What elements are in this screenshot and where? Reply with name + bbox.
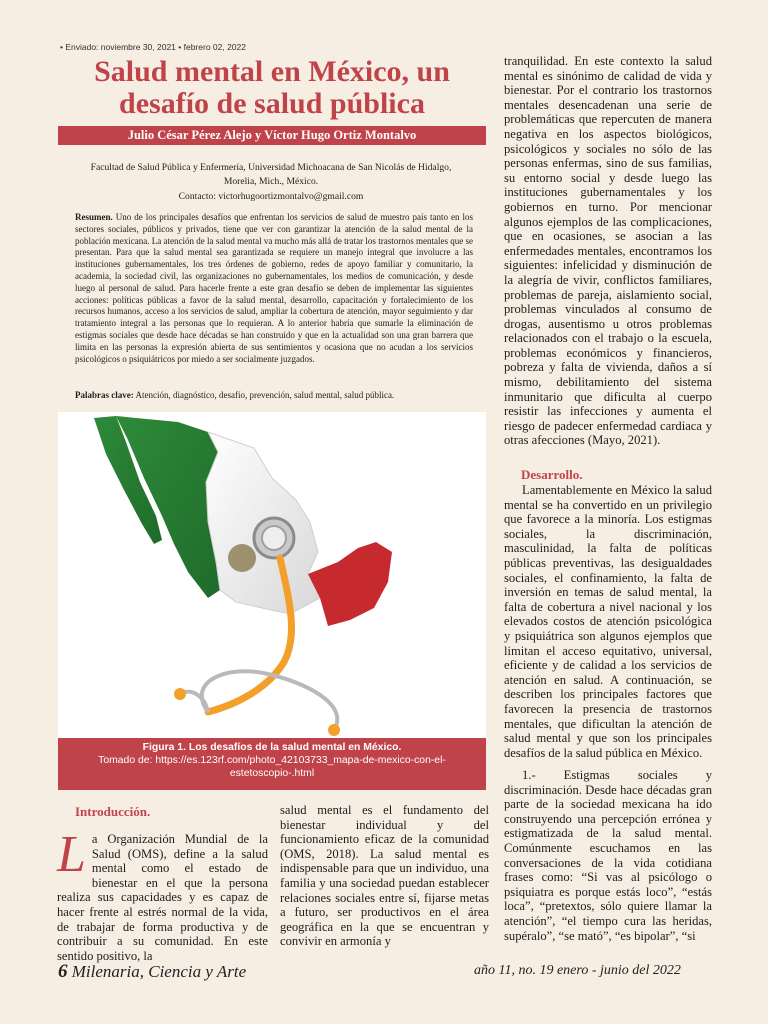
right-column-bottom [504, 768, 712, 943]
development-heading: Desarrollo. [521, 467, 583, 482]
affiliation-line-2: Morelia, Mich., México. [223, 176, 319, 188]
right-column-middle [504, 483, 712, 760]
page-number: 6 [58, 961, 68, 982]
journal-name: Milenaria, Ciencia y Arte [71, 962, 247, 981]
keywords [75, 390, 473, 402]
footer-journal [58, 961, 246, 983]
right-col3-text: 1.- Estigmas sociales y discriminación. Desde hace décadas gran parte de la sociedad mexicana ha ido construyendo una percepción errónea y estigmatizada de la salud mental. Comúnmente escuchamos en las conversaciones de la vida cotidiana frases como: “Si vas al psicólogo o psiquiatra es porque estás loco”, “estás loca”, “pretextos, sólo quiere llamar la atención”, “el tiempo cura las heridas, supéralo”, “se mató”, “es bipolar”, “si [504, 768, 712, 943]
footer-issue: año 11, no. 19 enero - junio del 2022 [474, 963, 681, 978]
earpiece-right [328, 724, 340, 736]
affiliation [66, 161, 476, 204]
drop-cap: L [57, 826, 86, 883]
title-line-1: Salud mental en México, un [94, 55, 450, 88]
article-title [60, 56, 484, 120]
authors: Julio César Pérez Alejo y Víctor Hugo Ortiz Montalvo [127, 128, 417, 142]
abstract [75, 212, 473, 365]
right-column-top [504, 54, 712, 448]
affiliation-line-1: Facultad de Salud Pública y Enfermería, Universidad Michoacana de San Nicolás de Hidalgo, [90, 162, 452, 173]
abstract-label: Resumen. [75, 212, 113, 222]
authors-bar [58, 126, 486, 145]
intro-column-1 [57, 826, 268, 963]
intro-col2-text: salud mental es el fundamento del bienestar individual y del funcionamiento eficaz de la comunidad (OMS, 2018). La salud mental es indispensable para que un individuo, una familia y una sociedad puedan establecer relaciones sociales entre sí, fijarse metas a futuro, ser productivos en el área geográfica en la que se encuentran y convivir en armonía y [280, 803, 489, 949]
keywords-label: Palabras clave: [75, 390, 134, 400]
intro-column-2 [280, 803, 489, 949]
caption-label: Figura 1. Los desafíos de la salud mental en México. [142, 742, 402, 753]
national-emblem [228, 544, 256, 572]
right-col2-text: Lamentablemente en México la salud mental se ha convertido en un privilegio que favorece a la minoría. Los estigmas sociales, la discriminación, masculinidad, la falta de políticas públicas preventivas, las desigualdades sociales, el confinamiento, la falta de inversión en temas de salud mental, la falta de cobertura a nivel nacional y los elevados costos de atención psicológica y psiquiátrica son algunos ejemplos que limitan el acceso equitativo, universal, eficiente y de calidad a los servicios de atención en salud. A continuación, se describen los principales factores que favorecen la presencia de trastornos mentales, que dificultan la atención de salud mental y que son los principales desafíos de la salud pública en México. [504, 483, 712, 760]
abstract-text: Uno de los principales desafíos que enfrentan los servicios de salud de muestro país tanto en los sectores sociales, públicos y privados, tiene que ver con garantizar la atención de la salud mental de la población mexicana. La atención de la salud mental va mucho más allá de tratar los trastornos mentales que se presentan. Para que la salud mental sea garantizada se requiere un manejo integral que involucre a las instituciones gubernamentales, los tres órdenes de gobierno, redes de apoyo familiar y comunitario, la academia, la sociedad civil, las organizaciones no gubernamentales, los medios de comunicación, y desde luego al personal de salud. Para hacerle frente a este gran desafío se deben de implementar las siguientes acciones: políticas públicas a favor de la salud mental, desarrollo, capacitación y fortalecimiento de los recursos humanos, acceso a los servicios de salud, ampliar la cobertura de atención, mayor seguimiento y dar tratamiento integral a las personas que lo requieran. A lo anterior habría que sumarle la eliminación de estigmas sociales que desde hace décadas se han construido y que en la actualidad son una gran barrera que limita en las personas la expresión abierta de sus sentimientos y ocasiona que no acudan a los servicios psicológicos o psiquiátricos por miedo a ser socialmente juzgados. [75, 212, 473, 364]
submission-dates: • Enviado: noviembre 30, 2021 • febrero 02, 2022 [60, 42, 246, 52]
figure-image [58, 412, 486, 738]
keywords-text: Atención, diagnóstico, desafío, prevención, salud mental, salud pública. [133, 390, 395, 400]
earpiece-left [174, 688, 186, 700]
intro-col1-text: a Organización Mundial de la Salud (OMS), define a la salud mental como el estado de bienestar en el que la persona realiza sus capacidades y es capaz de hacer frente al estrés normal de la vida, de trabajar de forma productiva y de contribuir a su comunidad. En este sentido positivo, la [57, 832, 268, 963]
figure-caption [58, 738, 486, 790]
caption-source: Tomado de: https://es.123rf.com/photo_42103733_mapa-de-mexico-con-el-estetoscopio-.html [98, 755, 446, 780]
title-line-2: desafío de salud pública [119, 87, 425, 120]
contact-email: Contacto: victorhugoortizmontalvo@gmail.com [178, 190, 364, 202]
intro-heading: Introducción. [75, 804, 151, 819]
right-col1-text: tranquilidad. En este contexto la salud mental es sinónimo de calidad de vida y bienestar. Por el contrario los trastornos mentales desencadenan una serie de problemáticas que repercuten de manera negativa en los aspectos biológicos, psicológicos y sociales no sólo de las personas enfermas, sino de sus familias, su entorno social y desde luego las instituciones gubernamentales y los gobiernos en turno. Por mencionar algunos ejemplos de las complicaciones, que en ocasiones, se asocian a las enfermedades mentales, encontramos los siguientes: infelicidad y disminución de la alegría de vivir, conflictos familiares, problemas de pareja, aislamiento social, problemas vinculados al consumo de drogas, ausentismo u otros problemas relacionados con el trabajo o la escuela, problemas económicos y financieros, pobreza y falta de vivienda, daños a sí mismo, debilitamiento del sistema inmunitario que dificulta al cuerpo resistir las infecciones y aumenta el riesgo de padecer enfermedad cardiaca y otras afecciones (Mayo, 2021). [504, 54, 712, 448]
mexico-map-stethoscope-illustration [58, 412, 486, 738]
